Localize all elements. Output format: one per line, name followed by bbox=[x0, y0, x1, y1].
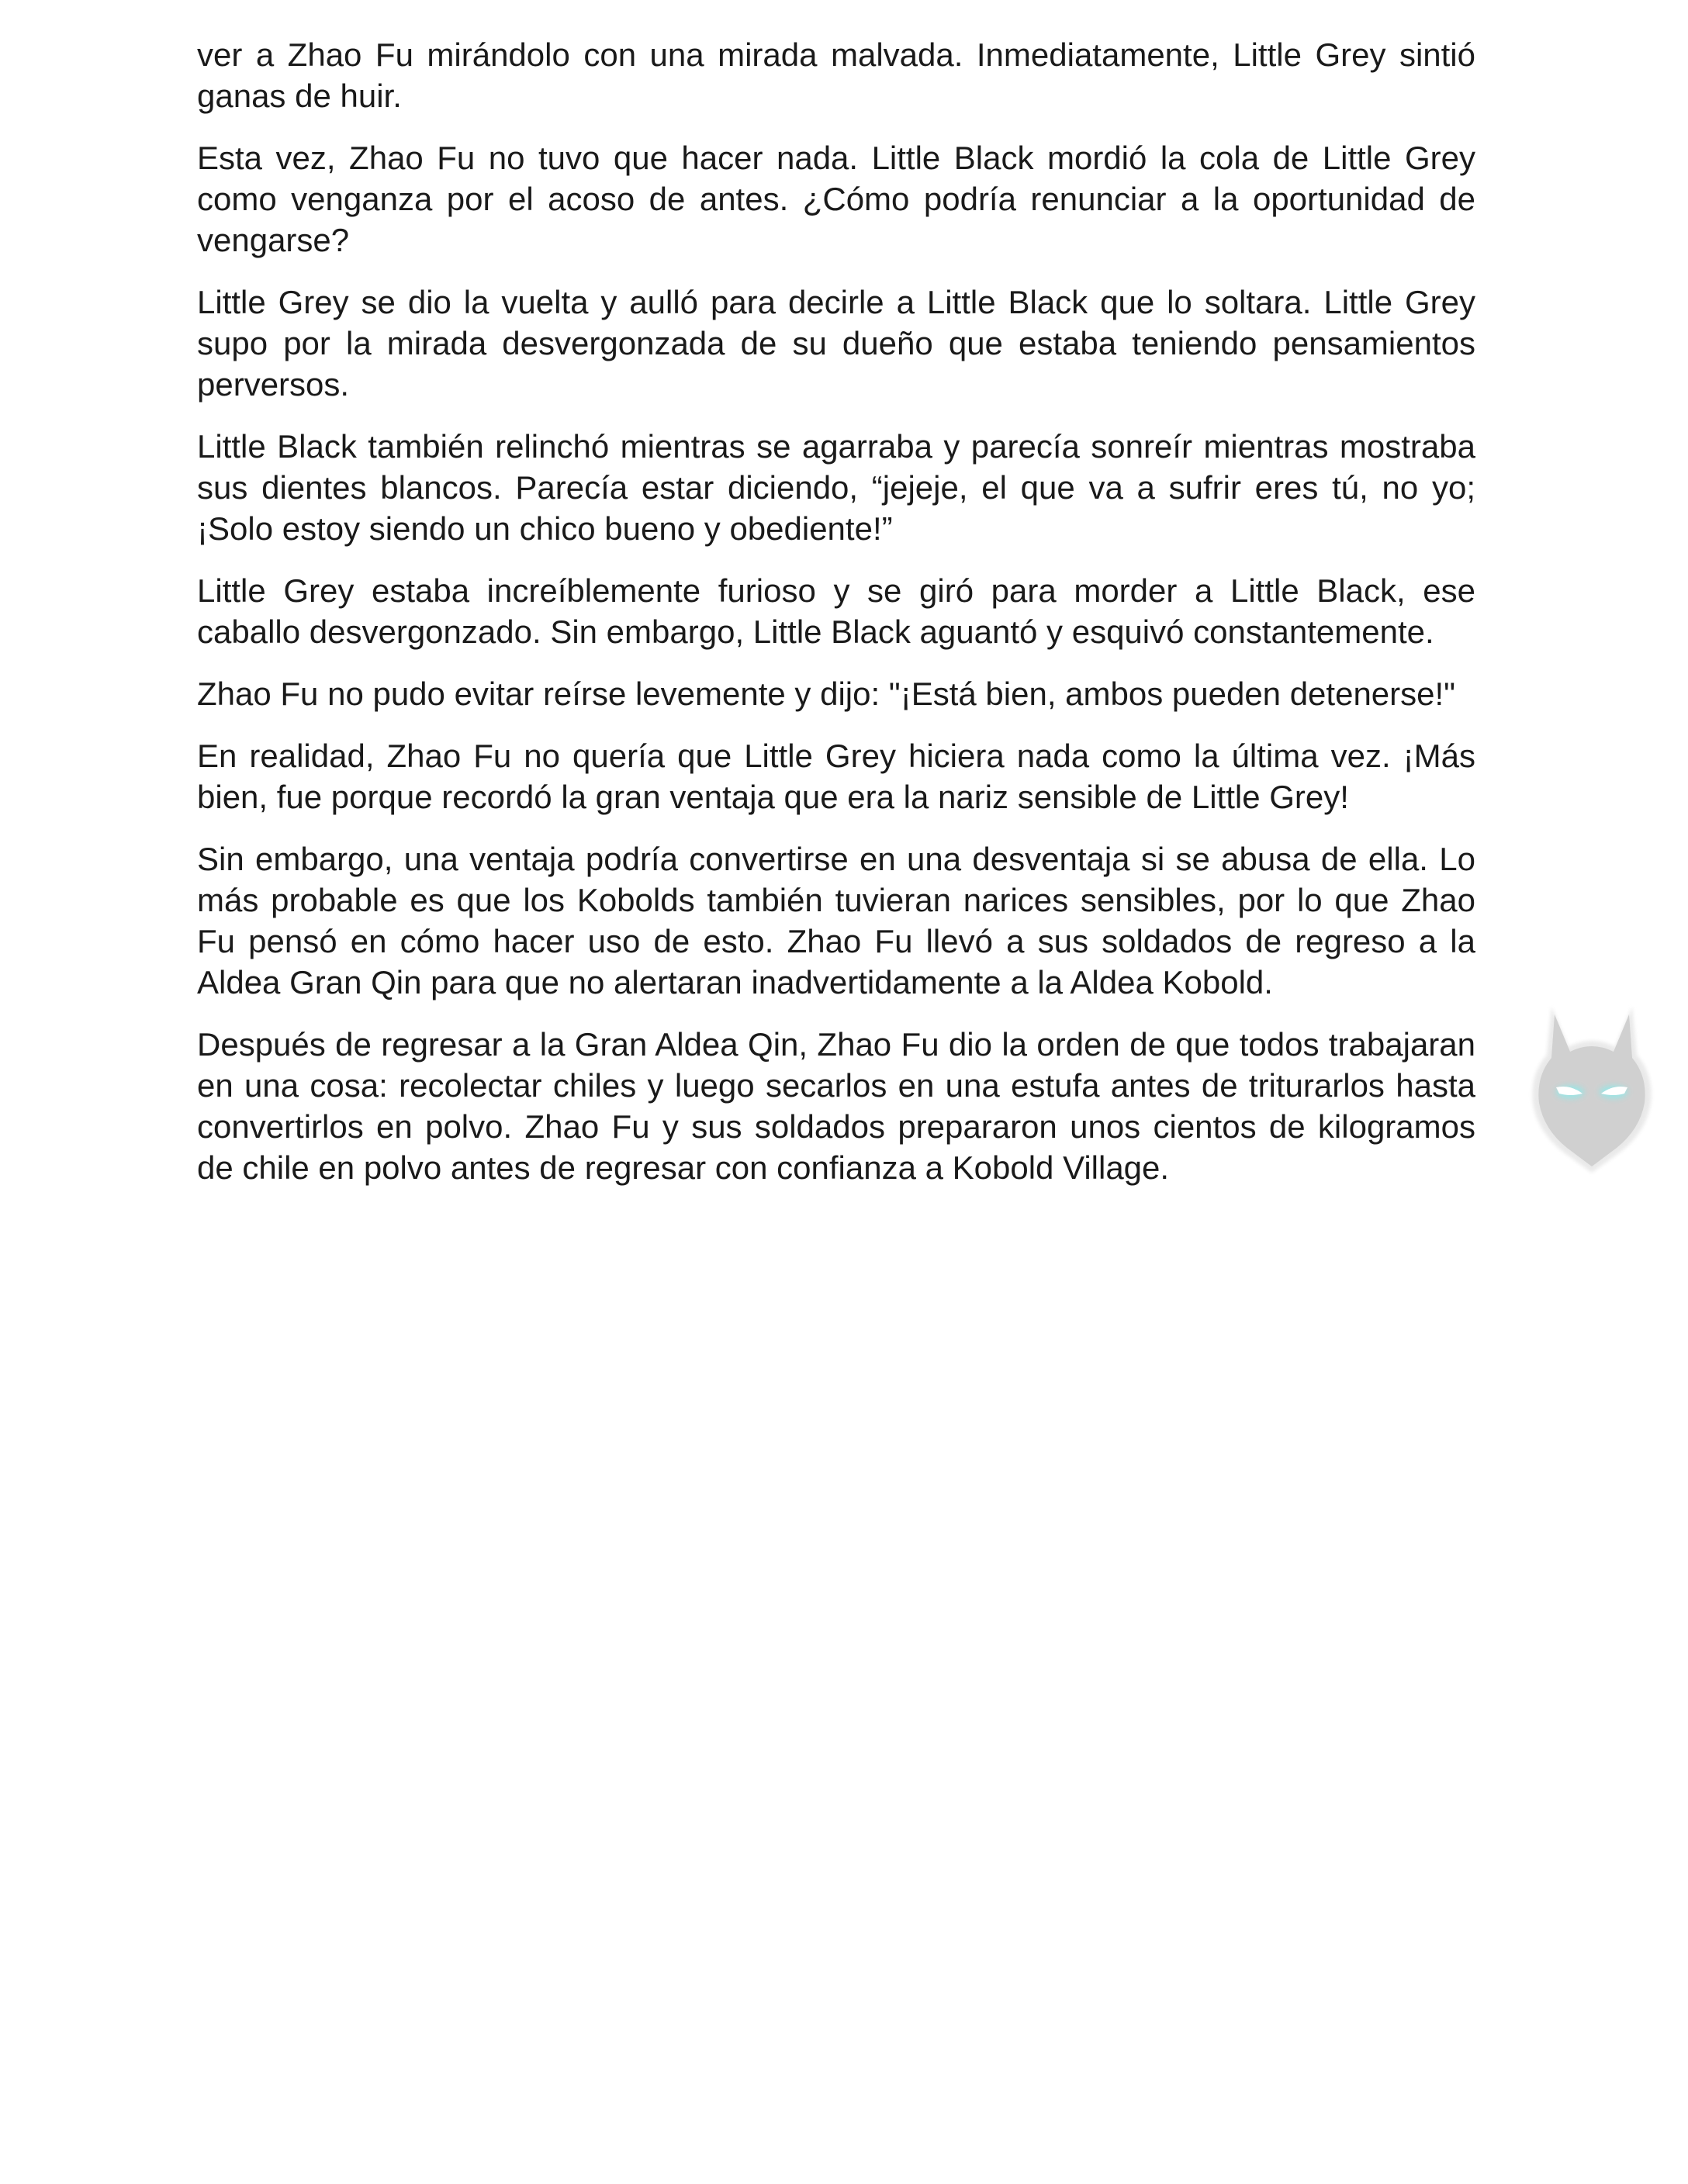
paragraph: Little Grey estaba increíblemente furioso y se giró para morder a Little Black, ese caballo desvergonzado. Sin embargo, Little Black aguantó y esquivó constantemente. bbox=[197, 572, 1475, 650]
demon-head-icon bbox=[1520, 1000, 1663, 1179]
paragraph: Little Grey se dio la vuelta y aulló para decirle a Little Black que lo soltara. Little Grey supo por la mirada desvergonzada de su dueño que estaba teniendo pensamientos perversos. bbox=[197, 284, 1475, 403]
document-body bbox=[197, 34, 1475, 1209]
paragraph: Sin embargo, una ventaja podría convertirse en una desventaja si se abusa de ella. Lo más probable es que los Kobolds también tuvieran narices sensibles, por lo que Zhao Fu pensó en cómo hacer uso de esto. Zhao Fu llevó a sus soldados de regreso a la Aldea Gran Qin para que no alertaran inadvertidamente a la Aldea Kobold. bbox=[197, 841, 1475, 1000]
paragraph: Zhao Fu no pudo evitar reírse levemente y dijo: "¡Está bien, ambos pueden detenerse!" bbox=[197, 676, 1456, 712]
paragraph: Little Black también relinchó mientras se agarraba y parecía sonreír mientras mostraba sus dientes blancos. Parecía estar diciendo, “jejeje, el que va a sufrir eres tú, no yo; ¡Solo estoy siendo un chico bueno y obediente!” bbox=[197, 428, 1475, 547]
paragraph: ver a Zhao Fu mirándolo con una mirada malvada. Inmediatamente, Little Grey sintió ganas de huir. bbox=[197, 36, 1475, 114]
paragraph: Después de regresar a la Gran Aldea Qin, Zhao Fu dio la orden de que todos trabajaran en una cosa: recolectar chiles y luego secarlos en una estufa antes de triturarlos hasta convertirlos en polvo. Zhao Fu y sus soldados prepararon unos cientos de kilogramos de chile en polvo antes de regresar con confianza a Kobold Village. bbox=[197, 1026, 1475, 1186]
paragraph: En realidad, Zhao Fu no quería que Little Grey hiciera nada como la última vez. ¡Más bien, fue porque recordó la gran ventaja que era la nariz sensible de Little Grey! bbox=[197, 738, 1475, 815]
paragraph: Esta vez, Zhao Fu no tuvo que hacer nada. Little Black mordió la cola de Little Grey como venganza por el acoso de antes. ¿Cómo podría renunciar a la oportunidad de vengarse? bbox=[197, 140, 1475, 258]
